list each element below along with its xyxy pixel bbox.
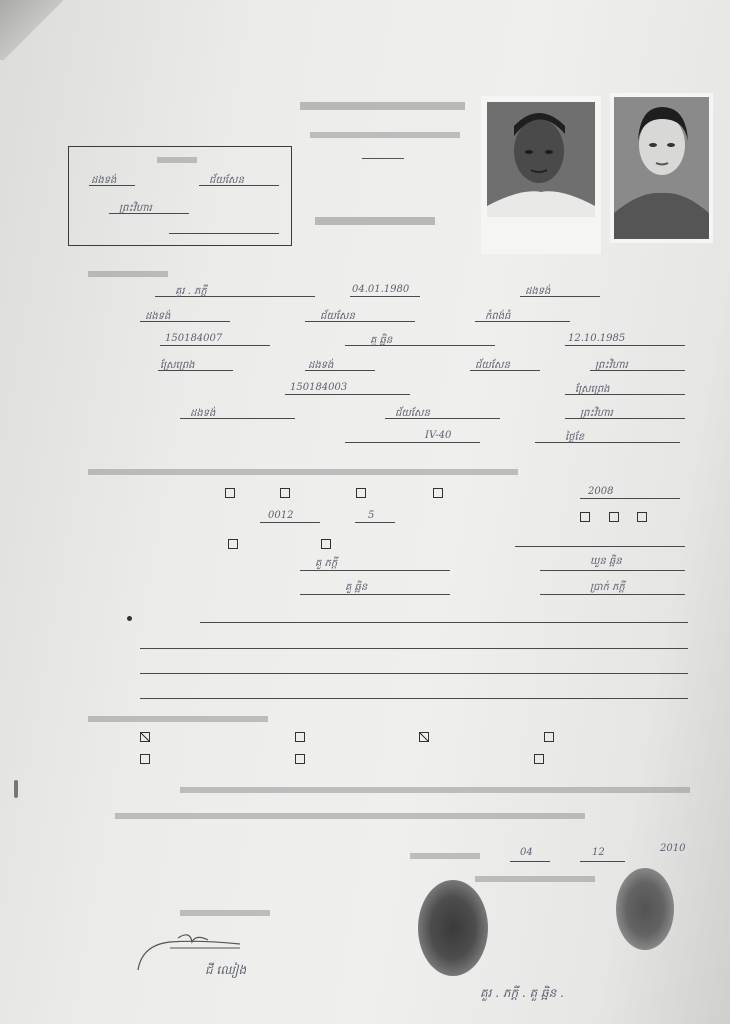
spouse-commune: ដងទង់ bbox=[308, 360, 334, 371]
person-birth-village: ដងទង់ bbox=[525, 286, 551, 297]
line-spouse-id bbox=[285, 394, 410, 395]
line-count bbox=[355, 522, 395, 523]
section3-checkboxes-row2 bbox=[140, 754, 546, 765]
checkbox-doc-4[interactable] bbox=[544, 732, 554, 742]
photo-wife bbox=[610, 93, 713, 243]
notes-line-4 bbox=[140, 698, 688, 699]
spouse-province: ព្រះវិហារ bbox=[595, 360, 628, 371]
checkbox-doc-3[interactable] bbox=[419, 732, 429, 742]
checkbox-option-1[interactable] bbox=[225, 488, 235, 498]
spouse-district: ជ័យសែន bbox=[475, 360, 510, 371]
section1-heading bbox=[88, 271, 168, 277]
checkbox-doc-5[interactable] bbox=[140, 754, 150, 764]
current-commune: ដងទង់ bbox=[190, 408, 216, 419]
section3-heading bbox=[88, 716, 268, 722]
header-kingdom bbox=[300, 102, 465, 110]
date-day: 04 bbox=[520, 847, 533, 858]
line-birthdate bbox=[350, 296, 420, 297]
notes-line-2 bbox=[140, 648, 688, 649]
person-birth-date: 04.01.1980 bbox=[352, 284, 410, 295]
spouse-id: 150184003 bbox=[290, 382, 348, 393]
line-month bbox=[580, 861, 625, 862]
person-name: គួរ . ភក្ដី bbox=[175, 286, 207, 297]
thumbprint-right bbox=[616, 868, 674, 950]
official-label bbox=[180, 910, 270, 916]
checkbox-doc-2[interactable] bbox=[295, 732, 305, 742]
current-district: ជ័យសែន bbox=[395, 408, 430, 419]
office-district: ជ័យសែន bbox=[209, 175, 244, 186]
line-name-c bbox=[300, 594, 450, 595]
bullet bbox=[127, 616, 132, 621]
thumbprint-label: គួរ . ភក្ដី . គួ ឆ្អិន . bbox=[480, 986, 564, 1000]
checkbox-doc-1[interactable] bbox=[140, 732, 150, 742]
checkbox-right-3[interactable] bbox=[637, 512, 647, 522]
section2-number: 0012 bbox=[268, 510, 294, 521]
thumbprint-left bbox=[418, 880, 488, 976]
notes-line-3 bbox=[140, 673, 688, 674]
page-number: IV-40 bbox=[425, 430, 452, 441]
checkbox-row3-2[interactable] bbox=[321, 539, 331, 549]
current-village: ស្រែព្រេង bbox=[575, 384, 610, 395]
section2-year: 2008 bbox=[588, 486, 614, 497]
date-year: 2010 bbox=[660, 843, 686, 854]
page-label: ថ្ងៃខែ bbox=[565, 432, 585, 443]
section2-count: 5 bbox=[368, 510, 375, 521]
declaration-line-1 bbox=[180, 787, 690, 793]
checkbox-right-2[interactable] bbox=[609, 512, 619, 522]
person-id: 150184007 bbox=[165, 333, 223, 344]
person-birth-district: ជ័យសែន bbox=[320, 311, 355, 322]
spouse-birth-date: 12.10.1985 bbox=[568, 333, 626, 344]
section2-name-a: គួ ភក្ដី bbox=[315, 558, 338, 569]
declaration-line-2 bbox=[115, 813, 585, 819]
person-birth-commune: ដងទង់ bbox=[145, 311, 171, 322]
folded-corner bbox=[0, 0, 80, 60]
line-day bbox=[510, 861, 550, 862]
section2-checkboxes-right bbox=[580, 512, 649, 523]
line-page bbox=[345, 442, 480, 443]
line-id bbox=[160, 345, 270, 346]
header-motto bbox=[310, 132, 460, 138]
line-page-label bbox=[535, 442, 680, 443]
office-commune: ដងទង់ bbox=[91, 175, 117, 186]
office-box bbox=[68, 146, 292, 246]
checkbox-right-1[interactable] bbox=[580, 512, 590, 522]
current-province: ព្រះវិហារ bbox=[580, 408, 613, 419]
spouse-name: គួ ឆ្អិន bbox=[370, 335, 393, 346]
form-title bbox=[315, 217, 435, 225]
signatory-name: ជី ឈៀង bbox=[205, 963, 247, 977]
section2-checkboxes-row3 bbox=[228, 539, 333, 550]
section2-name-c: គួ ឆ្អិន bbox=[345, 582, 368, 593]
date-prefix bbox=[410, 853, 480, 859]
checkbox-doc-7[interactable] bbox=[534, 754, 544, 764]
photo-husband bbox=[481, 96, 601, 254]
section2-name-b: ឃួន ឆ្អិន bbox=[590, 556, 622, 567]
date-month: 12 bbox=[592, 847, 605, 858]
section2-heading bbox=[88, 469, 518, 475]
office-province: ព្រះវិហារ bbox=[119, 203, 152, 214]
line-row3 bbox=[515, 546, 685, 547]
checkbox-doc-6[interactable] bbox=[295, 754, 305, 764]
section2-name-d: ប្រាក់ ភក្ដី bbox=[590, 582, 625, 593]
header-rule bbox=[362, 158, 404, 159]
applicant-label bbox=[475, 876, 595, 882]
office-line-extra bbox=[169, 233, 279, 234]
spouse-village: ស្រែព្រេង bbox=[160, 360, 195, 371]
section3-checkboxes-row1 bbox=[140, 732, 556, 743]
checkbox-row3-1[interactable] bbox=[228, 539, 238, 549]
notes-line-1 bbox=[200, 622, 688, 623]
checkbox-option-4[interactable] bbox=[433, 488, 443, 498]
checkbox-option-3[interactable] bbox=[356, 488, 366, 498]
line-year bbox=[580, 498, 680, 499]
line-spouse-birthdate bbox=[565, 345, 685, 346]
office-box-title bbox=[157, 157, 197, 163]
binding-hole bbox=[14, 780, 18, 798]
line-number bbox=[260, 522, 320, 523]
line-spouse-name bbox=[345, 345, 495, 346]
line-name-b bbox=[540, 570, 685, 571]
checkbox-option-2[interactable] bbox=[280, 488, 290, 498]
section2-checkboxes bbox=[225, 488, 445, 499]
person-birth-province: កំពង់ធំ bbox=[485, 311, 511, 322]
